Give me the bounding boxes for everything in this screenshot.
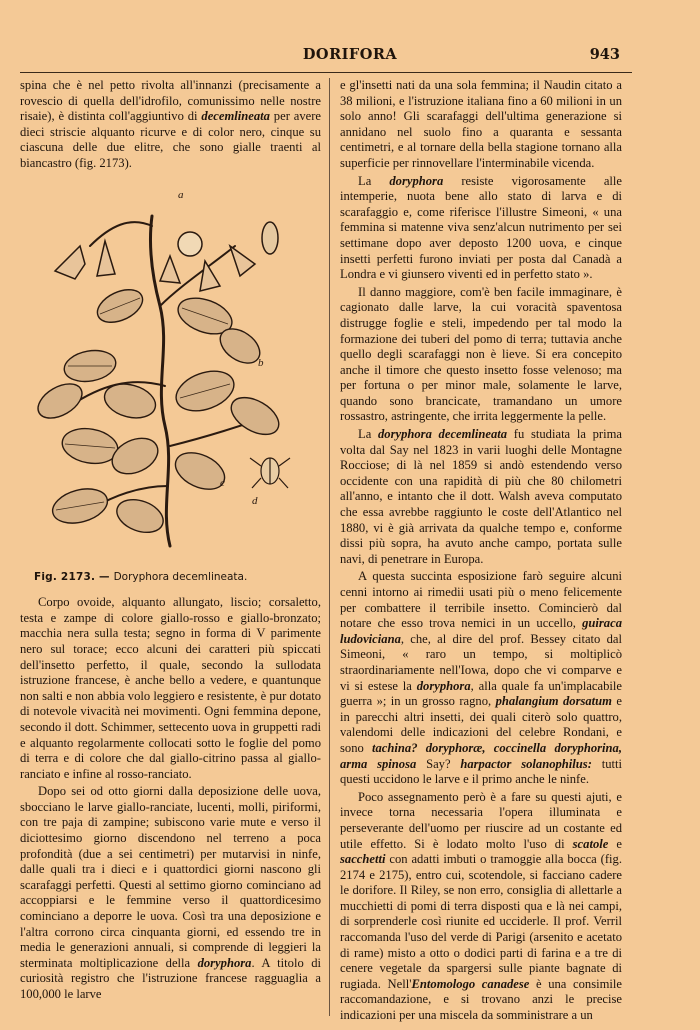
figure-letter-d: d [252,494,258,507]
species-name: phalangium dorsatum [495,694,612,709]
left-paragraph-1: Corpo ovoide, alquanto allungato, liscio; corsaletto, testa e zampe di colore giallo-rosso e giallo-bronzato; macchia nera sulla testa; segno in forma di V parimente nero sul torace; ecco alcuni dei caratteri più spiccati dell'insetto perfetto, il quale, secondo la sullodata istruzione francese, è anche bello a vedere, e quantunque non salti e non abbia volo leggiero e resistente, è pur dotato di notevole vivacità nei movimenti. Ogni femmina depone, secondo il dott. Schimmer, settecento uova in gruppetti radi e alquanto regolarmente collocati sotto le foglie del pomo di terra e di colore che dal giallo-citrino passa al giallo-ranciato e infine al rosso-ranciato. [20,595,321,781]
text-run: , alla quale fa un'implacabile guerra »; in un grosso ragno, [340,678,622,709]
figure-letter-c: c [220,476,225,489]
text-run: La [358,173,390,188]
species-name: doryphora decemlineata [377,427,508,442]
species-name: doryphora [197,955,252,970]
potato-plant-engraving [20,186,321,566]
left-paragraph-2 [20,784,321,1002]
text-run: tutti questi uccidono le larve e il primo anche le ninfe. [340,756,622,787]
figure-letter-b: b [258,356,264,369]
text-run: La [358,427,378,442]
text-run: e [608,836,622,851]
species-name: harpactor solanophilus: [460,756,592,771]
running-head-title: DORIFORA [302,46,398,63]
running-head [0,46,700,68]
publication-title: Entomologo canadese [411,976,530,991]
species-epithet: decemlineata [201,109,270,124]
emphasis: sacchetti [340,852,386,867]
right-paragraph-3 [340,427,622,567]
right-paragraph-5 [340,790,622,1024]
right-paragraph-4 [340,569,622,787]
text-run: per avere dieci striscie alquanto ricurve e di color nero, cinque su ciascuna delle due elitre, che sono gialle traenti al biancastro (fig. 2173). [20,109,322,170]
figure-2173-illustration [20,186,321,566]
left-intro-paragraph [20,78,321,172]
species-name: doryphora [416,678,471,693]
species-name: guiraca ludoviciana [340,616,622,646]
text-run: spina che è nel petto rivolta all'innanzi (precisamente a rovescio di quella dell'idrofilo, comunissimo nelle nostre risaie), è distinta coll'aggiuntivo di [20,78,321,124]
text-run: e in parecchi altri insetti, dei quali citerò solo quattro, valendomi delle indicazioni del celebre Rondani, e sono [340,694,622,755]
species-name: doryphora [389,173,444,188]
figure-caption [34,570,321,586]
text-run: Say? [416,756,461,771]
page-number: 943 [589,46,620,63]
header-rule [20,72,632,73]
figure-letter-a: a [178,188,184,201]
text-run: fu studiata la prima volta dal Say nel 1823 in varii luoghi delle Montagne Rocciose; di là nel 1859 si andò estendendo verso occidente con una rapidità di più che 80 chilometri all'anno, e intanto che il dott. Walsh aveva computato che essa avrebbe raggiunto le coste dell'Atlantico nel 1880, vi è già arrivata da qualche tempo e, conforme dissi più sopra, ha avuto anche campo, portata sulle navi, di penetrare in Europa. [340,427,622,566]
species-name: tachina? doryphoræ, coccinella doryphorina, arma spinosa [340,740,622,771]
text-run: è una consimile raccomandazione, e si trovano anzi le precise indicazioni per una miscela da somministrare a un [340,976,622,1023]
text-run: , che, al dire del prof. Bessey citato dal Simeoni, « raro un tempo, si moltiplicò straordinariamente nell'Iowa, dopo che vi comparve e vi si estese la [340,631,622,693]
text-run: A questa succinta esposizione farò seguire alcuni cenni intorno ai rimedii usati più o meno felicemente per combattere il terribile insetto. Comincierò dal notare che esso trova nemici in un uccello, [340,569,622,631]
caption-name: Doryphora decemlineata. [113,570,248,583]
right-column [340,78,622,1024]
text-run: Dopo sei od otto giorni dalla deposizione delle uova, sbocciano le larve giallo-ranciate, lucenti, molli, piriformi, con tre paja di zampine; subiscono varie mute e verso il diciottesimo giorno discendono nel terreno a poca profondità (due a sei centimetri) per mutarvisi in ninfe, dalle quali tra i dieci e i quattordici giorni nascono gli scarafaggi perfetti. Questi al settimo giorno cominciano ad accoppiarsi e le femmine verso il quattordicesimo cominciano a deporre le uova. Così tra una deposizione e l'altra corrono circa cinquanta giorni, ed essendo tre in media le generazioni annuali, si comprende di leggieri la sterminata moltiplicazione della [20,784,321,970]
left-column [20,78,321,1003]
right-paragraph-2: Il danno maggiore, com'è ben facile immaginare, è cagionato dalle larve, la cui voracità spaventosa distrugge foglie e steli, impedendo per tal modo la formazione dei tuberi del pomo di terra; tuttavia anche quello degli scarafaggi non è lieve. Si era concepito anche il timore che questo insetto fosse velenoso; ma per fortuna o per minor male, solamente le larve, quando sono brancicate, tramandano un umore rossastro, astringente, che irrita leggermente la pelle. [340,284,622,424]
right-paragraph-0: e gl'insetti nati da una sola femmina; il Naudin citato a 38 milioni, e l'istruzione italiana fino a 60 milioni in un solo anno! Gli scarafaggi dell'ultima generazione si annidano nel suolo fino a quaranta e sessanta centimetri, e al tornare della bella stagione tornano alla superficie per rinnovellare l'interminabile vicenda. [340,78,622,170]
text-run: resiste vigorosamente alle intemperie, nuota bene allo stato di larva e di scarafaggio e, come riferisce l'illustre Simeoni, « una femmina si matenne viva senz'alcun nutrimento per sei settimane dopo aver deposto 1200 uova, e cinque insetti perfetti furono inviati per posta dal Canadà a Londra e vi giunsero viventi ed in perfetto stato ». [340,173,622,282]
right-paragraph-1 [340,174,622,283]
emphasis: scatole [572,836,609,851]
column-rule [329,78,330,1016]
text-run: con adatti imbuti o tramoggie alla bocca (fig. 2174 e 2175), entro cui, scotendole, si facciano cadere le dorifore. Il Riley, se non erro, consiglia di allettarle a mucchietti di pomi di terra disposti qua e là nei campi, di sorprenderle così riunite ed ucciderle. Il prof. Verril raccomanda l'uso del verde di Parigi (arsenito e acetato di rame) misto a otto o dodici parti di farina e a tre di cenere vegetale da spargersi sulle piante bagnate di rugiada. Nell' [340,852,622,991]
text-run: . A titolo di curiosità registro che l'istruzione francese ragguaglia a 100,000 le larve [20,955,321,1001]
caption-label: Fig. 2173. — [34,570,110,583]
text-run: Poco assegnamento però è a fare su questi ajuti, e invece torna necessaria l'opera illuminata e perseverante dell'uomo per riuscire ad un costante ed utile effetto. Si è lodato molto l'uso di [340,789,622,851]
